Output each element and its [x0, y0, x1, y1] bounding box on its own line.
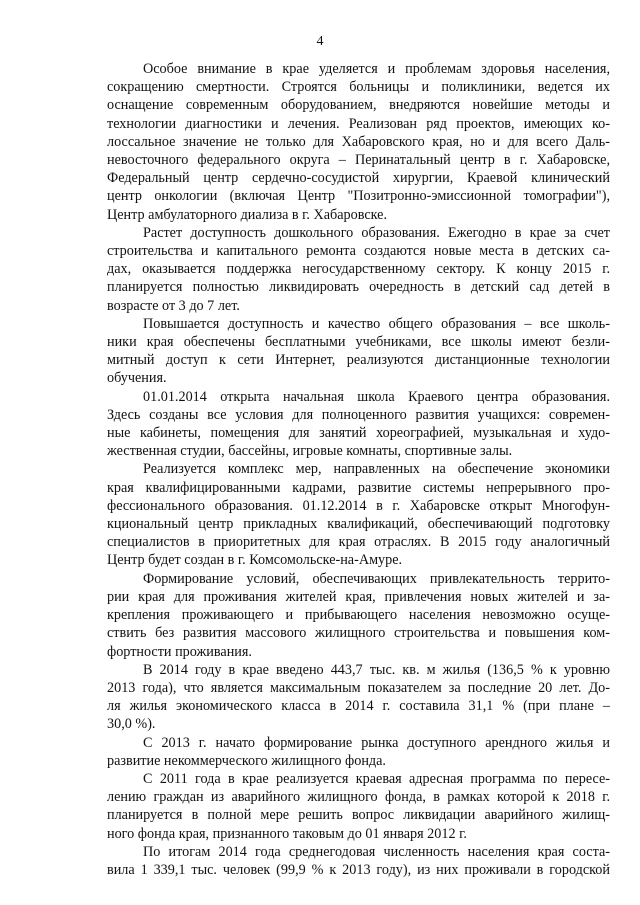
text-line: В 2014 году в крае введено 443,7 тыс. кв. м жилья (136,5 % к уровню: [143, 661, 610, 678]
text-line: фортности проживания.: [107, 643, 252, 660]
text-line: Формирование условий, обеспечивающих привлекательность террито-: [143, 570, 610, 587]
text-line: ствить без развития массового жилищного строительства и повышения ком-: [107, 625, 610, 642]
page-number: 4: [316, 34, 324, 49]
text-line: Центр будет создан в г. Комсомольске-на-Амуре.: [107, 552, 403, 569]
paragraph: [107, 843, 610, 879]
text-line: кциональный центр прикладных квалификаций, обеспечивающий подготовку: [107, 516, 610, 533]
text-line: ники края обеспечены бесплатными учебниками, все школы имеют безли-: [107, 334, 610, 351]
text-line: обучения.: [107, 370, 167, 387]
text-line: С 2013 г. начато формирование рынка доступного арендного жилья и: [143, 734, 610, 751]
text-line: возрасте от 3 до 7 лет.: [107, 297, 240, 314]
text-line: дах, оказывается поддержка негосударственному сектору. К концу 2015 г.: [107, 261, 610, 278]
text-line: ного фонда края, признанного таковым до 01 января 2012 г.: [107, 825, 467, 842]
text-line: С 2011 года в крае реализуется краевая адресная программа по пересе-: [143, 770, 610, 787]
paragraph: [107, 661, 610, 734]
paragraph: [107, 60, 610, 224]
text-line: планируется в полной мере решить вопрос ликвидации аварийного жилищ-: [107, 807, 610, 824]
text-line: Здесь созданы все условия для полноценного развития учащихся: современ-: [107, 406, 610, 423]
paragraph: [107, 315, 610, 388]
text-line: 2013 года), что является максимальным показателем за последние 20 лет. До-: [107, 679, 610, 696]
text-line: лоссальное значение не только для Хабаровского края, но и для всего Даль-: [107, 133, 610, 150]
text-line: фессионального образования. 01.12.2014 в г. Хабаровске открыт Многофун-: [107, 497, 610, 514]
text-line: невосточного федерального округа – Перинатальный центр в г. Хабаровске,: [107, 152, 610, 169]
text-line: специалистов в приоритетных для края отраслях. В 2015 году аналогичный: [107, 534, 610, 551]
text-line: центр онкологии (включая Центр "Позитронно-эмиссионной томографии"),: [107, 188, 610, 205]
paragraph: [107, 224, 610, 315]
text-line: оснащение современным оборудованием, внедряются новейшие методы и: [107, 97, 610, 114]
text-line: рии края для проживания жителей края, привлечения новых жителей и за-: [107, 588, 610, 605]
text-line: Повышается доступность и качество общего образования – все школь-: [143, 315, 610, 332]
paragraph: [107, 734, 610, 770]
text-line: Особое внимание в крае уделяется и проблемам здоровья населения,: [143, 61, 610, 77]
paragraph: [107, 460, 610, 569]
text-line: ные кабинеты, помещения для занятий хореографией, музыкальная и худо-: [107, 425, 610, 442]
text-line: технологии диагностики и лечения. Реализован ряд проектов, имеющих ко-: [107, 115, 610, 132]
text-line: развитие некоммерческого жилищного фонда.: [107, 752, 386, 769]
text-line: крепления проживающего и прибывающего населения невозможно осуще-: [107, 607, 610, 624]
text-line: Растет доступность дошкольного образования. Ежегодно в крае за счет: [143, 224, 610, 241]
text-line: митный доступ к сети Интернет, реализуются дистанционные технологии: [107, 352, 610, 369]
text-line: строительства и капитального ремонта создаются новые места в детских са-: [107, 243, 610, 260]
text-line: Федеральный центр сердечно-сосудистой хирургии, Краевой клинический: [107, 170, 610, 187]
text-line: По итогам 2014 года среднегодовая численность населения края соста-: [143, 843, 610, 860]
body-text: [107, 60, 610, 879]
text-line: Реализуется комплекс мер, направленных на обеспечение экономики: [143, 461, 610, 478]
text-line: 01.01.2014 открыта начальная школа Краевого центра образования.: [143, 388, 610, 405]
text-line: 30,0 %).: [107, 716, 156, 733]
paragraph: [107, 770, 610, 843]
paragraph: [107, 388, 610, 461]
text-line: жественная студии, бассейны, игровые комнаты, спортивные залы.: [107, 443, 513, 460]
text-line: края квалифицированными кадрами, развитие системы непрерывного про-: [107, 479, 610, 496]
text-line: сокращению смертности. Строятся больницы и поликлиники, ведется их: [107, 79, 610, 96]
text-line: вила 1 339,1 тыс. человек (99,9 % к 2013 году), из них проживали в городской: [107, 861, 610, 878]
text-line: Центр амбулаторного диализа в г. Хабаровске.: [107, 206, 388, 223]
text-line: ля жилья экономического класса в 2014 г. составила 31,1 % (при плане –: [107, 698, 610, 715]
text-line: планируется полностью ликвидировать очередность в детский сад детей в: [107, 279, 610, 296]
paragraph: [107, 570, 610, 661]
text-line: лению граждан из аварийного жилищного фонда, в рамках которой к 2018 г.: [107, 789, 610, 806]
